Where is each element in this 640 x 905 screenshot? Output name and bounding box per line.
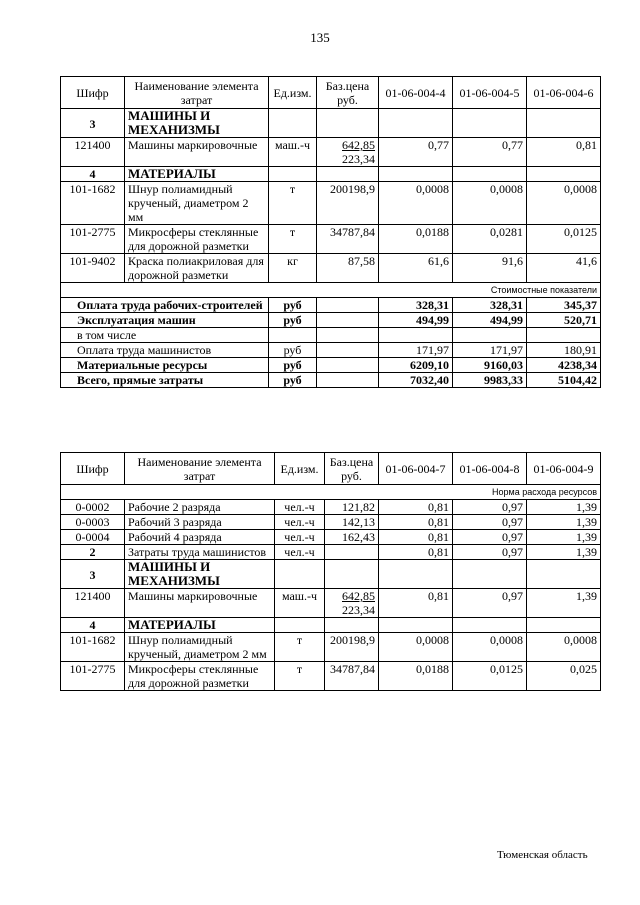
row-value-1: 0,81	[379, 515, 453, 530]
row-value-2: 0,0281	[453, 225, 527, 254]
row-unit: чел.-ч	[275, 530, 325, 545]
row-value-3: 1,39	[527, 545, 601, 560]
price-secondary: 223,34	[342, 603, 375, 617]
row-name: Рабочие 2 разряда	[125, 500, 275, 515]
row-value-2: 0,97	[453, 545, 527, 560]
cost-value-1: 7032,40	[379, 373, 453, 388]
page-number: 135	[310, 30, 330, 45]
cost-value-3: 345,37	[527, 298, 601, 313]
header-unit: Ед.изм.	[269, 77, 317, 109]
header-code-2: 01-06-004-8	[453, 453, 527, 485]
section-number: 3	[61, 109, 125, 138]
price-secondary: 223,34	[342, 152, 375, 166]
row-value-2: 91,6	[453, 254, 527, 283]
footer-region: Тюменская область	[497, 849, 588, 861]
row-name: Машины маркировочные	[125, 589, 275, 618]
price-primary: 642,85	[342, 138, 375, 152]
row-code: 101-2775	[61, 225, 125, 254]
section-title: МАШИНЫ И МЕХАНИЗМЫ	[125, 560, 275, 589]
price-primary: 642,85	[342, 589, 375, 603]
row-value-1: 0,81	[379, 545, 453, 560]
header-code-1: 01-06-004-7	[379, 453, 453, 485]
row-code: 101-9402	[61, 254, 125, 283]
row-price: 34787,84	[317, 225, 379, 254]
row-value-3: 1,39	[527, 530, 601, 545]
row-value-1: 0,0188	[379, 225, 453, 254]
cost-value-3: 5104,42	[527, 373, 601, 388]
section-number: 4	[61, 618, 125, 633]
row-value-3: 1,39	[527, 500, 601, 515]
row-value-2: 0,0008	[453, 633, 527, 662]
row-code: 121400	[61, 589, 125, 618]
cost-value-1: 6209,10	[379, 358, 453, 373]
row-name: Микросферы стеклянные для дорожной разметки	[125, 662, 275, 691]
row-unit: чел.-ч	[275, 545, 325, 560]
header-cipher: Шифр	[61, 453, 125, 485]
section-title: МАТЕРИАЛЫ	[125, 618, 275, 633]
row-code: 101-2775	[61, 662, 125, 691]
cost-value-3: 4238,34	[527, 358, 601, 373]
row-code: 101-1682	[61, 182, 125, 225]
header-code-3: 01-06-004-6	[527, 77, 601, 109]
row-name: Затраты труда машинистов	[125, 545, 275, 560]
row-price: 34787,84	[325, 662, 379, 691]
row-value-3: 0,81	[527, 138, 601, 167]
cost-unit: руб	[269, 358, 317, 373]
row-value-3: 0,0008	[527, 182, 601, 225]
cost-unit: руб	[269, 298, 317, 313]
row-value-1: 0,81	[379, 500, 453, 515]
cost-value-1: 328,31	[379, 298, 453, 313]
row-name: Шнур полиамидный крученый, диаметром 2 мм	[125, 182, 269, 225]
row-value-3: 0,0125	[527, 225, 601, 254]
row-unit: маш.-ч	[275, 589, 325, 618]
row-code: 101-1682	[61, 633, 125, 662]
cost-value-1: 171,97	[379, 343, 453, 358]
header-name: Наименование элемента затрат	[125, 77, 269, 109]
section-number: 4	[61, 167, 125, 182]
section-number: 2	[61, 545, 125, 560]
header-code-2: 01-06-004-5	[453, 77, 527, 109]
header-code-3: 01-06-004-9	[527, 453, 601, 485]
section-title: МАШИНЫ И МЕХАНИЗМЫ	[125, 109, 269, 138]
row-unit: кг	[269, 254, 317, 283]
cost-value-2: 328,31	[453, 298, 527, 313]
cost-label: в том числе	[61, 328, 269, 343]
row-unit: т	[275, 662, 325, 691]
row-price	[317, 138, 379, 167]
cost-value-3: 180,91	[527, 343, 601, 358]
row-price: 200198,9	[325, 633, 379, 662]
row-value-3: 1,39	[527, 515, 601, 530]
row-name: Рабочий 3 разряда	[125, 515, 275, 530]
section-number: 3	[61, 560, 125, 589]
row-code: 0-0002	[61, 500, 125, 515]
header-price: Баз.цена руб.	[325, 453, 379, 485]
row-name: Машины маркировочные	[125, 138, 269, 167]
row-unit: чел.-ч	[275, 500, 325, 515]
row-unit: т	[269, 182, 317, 225]
row-value-1: 0,81	[379, 530, 453, 545]
row-value-1: 61,6	[379, 254, 453, 283]
row-name: Краска полиакриловая для дорожной разметки	[125, 254, 269, 283]
row-value-3: 1,39	[527, 589, 601, 618]
cost-value-2: 9983,33	[453, 373, 527, 388]
row-price: 142,13	[325, 515, 379, 530]
row-unit: т	[275, 633, 325, 662]
row-value-1: 0,0008	[379, 182, 453, 225]
row-value-3: 0,0008	[527, 633, 601, 662]
cost-unit: руб	[269, 313, 317, 328]
cost-unit: руб	[269, 373, 317, 388]
row-code: 121400	[61, 138, 125, 167]
header-name: Наименование элемента затрат	[125, 453, 275, 485]
header-unit: Ед.изм.	[275, 453, 325, 485]
row-name: Микросферы стеклянные для дорожной разметки	[125, 225, 269, 254]
section-title: МАТЕРИАЛЫ	[125, 167, 269, 182]
resource-table-2	[60, 452, 601, 691]
row-name: Рабочий 4 разряда	[125, 530, 275, 545]
row-code: 0-0004	[61, 530, 125, 545]
row-value-2: 0,97	[453, 589, 527, 618]
header-cipher: Шифр	[61, 77, 125, 109]
row-price: 87,58	[317, 254, 379, 283]
row-value-3: 41,6	[527, 254, 601, 283]
cost-value-2: 9160,03	[453, 358, 527, 373]
norm-caption: Норма расхода ресурсов	[61, 485, 601, 500]
cost-label: Оплата труда рабочих-строителей	[61, 298, 269, 313]
row-value-2: 0,77	[453, 138, 527, 167]
row-unit: т	[269, 225, 317, 254]
header-code-1: 01-06-004-4	[379, 77, 453, 109]
cost-label: Всего, прямые затраты	[61, 373, 269, 388]
row-value-3: 0,025	[527, 662, 601, 691]
row-price: 121,82	[325, 500, 379, 515]
row-value-2: 0,0125	[453, 662, 527, 691]
row-unit: маш.-ч	[269, 138, 317, 167]
row-value-2: 0,0008	[453, 182, 527, 225]
cost-value-3: 520,71	[527, 313, 601, 328]
row-unit: чел.-ч	[275, 515, 325, 530]
cost-value-1: 494,99	[379, 313, 453, 328]
cost-label: Оплата труда машинистов	[61, 343, 269, 358]
row-name: Шнур полиамидный крученый, диаметром 2 мм	[125, 633, 275, 662]
cost-label: Материальные ресурсы	[61, 358, 269, 373]
row-value-2: 0,97	[453, 530, 527, 545]
row-value-1: 0,77	[379, 138, 453, 167]
row-value-2: 0,97	[453, 500, 527, 515]
cost-label: Эксплуатация машин	[61, 313, 269, 328]
cost-unit: руб	[269, 343, 317, 358]
row-price	[325, 589, 379, 618]
resource-table-1	[60, 76, 601, 388]
row-code: 0-0003	[61, 515, 125, 530]
cost-caption: Стоимостные показатели	[61, 283, 601, 298]
row-price: 162,43	[325, 530, 379, 545]
header-price: Баз.цена руб.	[317, 77, 379, 109]
row-value-1: 0,0188	[379, 662, 453, 691]
cost-value-2: 494,99	[453, 313, 527, 328]
row-price: 200198,9	[317, 182, 379, 225]
row-value-1: 0,0008	[379, 633, 453, 662]
cost-value-2: 171,97	[453, 343, 527, 358]
row-value-1: 0,81	[379, 589, 453, 618]
row-value-2: 0,97	[453, 515, 527, 530]
